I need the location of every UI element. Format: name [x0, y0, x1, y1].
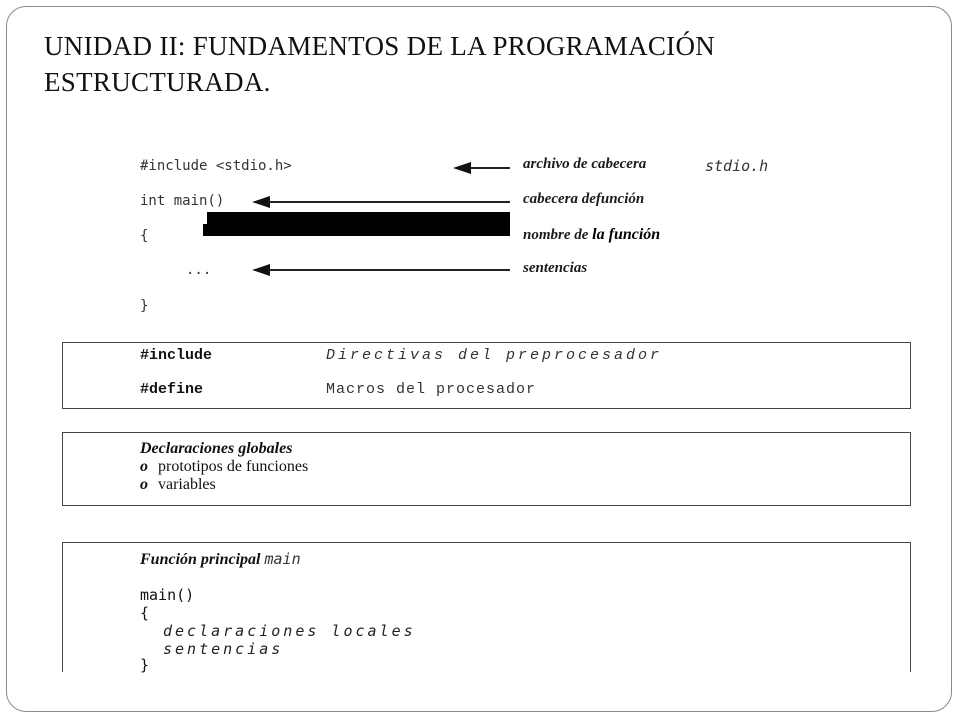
code-line-main: int main(): [140, 193, 225, 209]
main-code-line: main(): [140, 586, 195, 604]
directive-description-include: Directivas del preprocesador: [326, 347, 663, 364]
globals-box: [62, 432, 911, 506]
bullet-icon: o: [140, 476, 148, 493]
code-line-open-brace: {: [140, 228, 149, 244]
annotation-header-file-name: stdio.h: [705, 157, 769, 175]
bullet-icon: o: [140, 458, 148, 475]
globals-item-label: variables: [158, 476, 216, 493]
main-function-title-prefix: Función principal: [140, 551, 261, 568]
directive-keyword-define: #define: [140, 381, 204, 398]
main-function-title-code: main: [264, 550, 301, 568]
directives-box: [62, 342, 911, 409]
globals-title: Declaraciones globales: [140, 440, 293, 457]
globals-item-label: prototipos de funciones: [158, 458, 309, 475]
directive-keyword-include: #include: [140, 347, 213, 364]
annotation-function-name-suffix: la función: [592, 226, 661, 243]
main-code-line: declaraciones locales: [163, 622, 416, 640]
annotation-function-name-prefix: nombre de: [523, 227, 589, 243]
main-code-line: sentencias: [163, 640, 284, 658]
arrow-line: [470, 167, 510, 169]
globals-item: [140, 476, 216, 494]
arrow-line: [268, 201, 510, 203]
main-function-title: [140, 550, 301, 569]
annotation-function-header: cabecera defunción: [523, 191, 645, 207]
annotation-function-name: [523, 226, 660, 244]
annotation-statements: sentencias: [523, 260, 588, 276]
code-line-ellipsis: ...: [186, 262, 212, 278]
slide-title: UNIDAD II: FUNDAMENTOS DE LA PROGRAMACIÓN ESTRUCTURADA.: [44, 31, 716, 97]
arrow-line: [268, 269, 510, 271]
redaction-bar: [203, 224, 213, 236]
redaction-bar: [207, 212, 510, 236]
code-line-close-brace: }: [140, 298, 149, 314]
main-code-line: {: [140, 604, 150, 622]
annotation-header-file: archivo de cabecera: [523, 156, 647, 172]
globals-item: [140, 458, 308, 476]
directive-description-define: Macros del procesador: [326, 381, 537, 398]
code-line-include: #include <stdio.h>: [140, 158, 292, 174]
main-function-box: [62, 542, 911, 672]
arrow-head-icon: [453, 162, 471, 174]
main-code-line: }: [140, 656, 150, 674]
